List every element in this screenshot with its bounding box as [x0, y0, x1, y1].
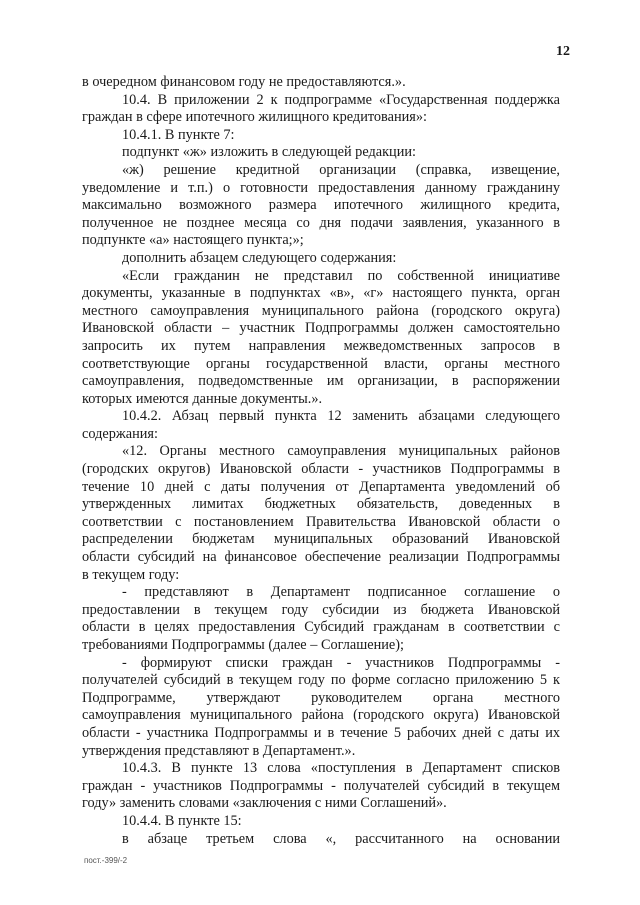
page-number: 12: [556, 44, 570, 59]
text-line: - формируют списки граждан - участников Подпрограммы -: [122, 654, 560, 671]
text-line: требованиями Подпрограммы (далее – Соглашение);: [82, 637, 404, 653]
text-line: 10.4.4. В пункте 15:: [122, 812, 242, 829]
text-line: 10.4.2. Абзац первый пункта 12 заменить абзацами следующего: [122, 408, 560, 425]
text-line: максимально возможного размера ипотечного жилищного кредита,: [82, 197, 560, 214]
text-line: течение 10 дней с даты получения от Департамента уведомлений об: [82, 478, 560, 495]
text-line: области - участника Подпрограммы и в течение 5 рабочих дней с даты их: [82, 724, 560, 741]
text-line: «Если гражданин не представил по собственной инициативе: [122, 267, 560, 284]
text-line: самоуправления, подведомственные им организации, в распоряжении: [82, 373, 560, 390]
text-line: Ивановской области – участник Подпрограммы должен самостоятельно: [82, 320, 560, 337]
text-line: в текущем году:: [82, 566, 180, 583]
text-line: Подпрограмме, утверждают руководителем органа местного: [82, 689, 560, 706]
text-line: запросить их путем направления межведомственных запросов в: [82, 337, 560, 354]
text-line: утверждения представляют в Департамент.».: [82, 742, 356, 759]
text-line: граждан - участников Подпрограммы - получателей субсидий в текущем: [82, 777, 560, 794]
text-line: предоставлении в текущем году субсидии из бюджета Ивановской: [82, 601, 560, 618]
text-line: местного самоуправления муниципального района (городского округа): [82, 302, 560, 319]
text-line: 10.4. В приложении 2 к подпрограмме «Государственная поддержка: [122, 91, 560, 108]
text-line: области в целях предоставления Субсидий гражданам в соответствии с: [82, 619, 560, 636]
text-line: в абзаце третьем слова «, рассчитанного на основании: [122, 830, 560, 847]
text-line: дополнить абзацем следующего содержания:: [122, 249, 397, 266]
text-line: 10.4.1. В пункте 7:: [122, 126, 235, 143]
text-line: документы, указанные в подпунктах «в», «г» настоящего пункта, орган: [82, 285, 560, 302]
text-line: утвержденных лимитах бюджетных обязательств, доведенных в: [82, 496, 560, 513]
text-line: (городских округов) Ивановской области - участников Подпрограммы в: [82, 461, 560, 478]
text-line: соответствии с постановлением Правительства Ивановской области о: [82, 513, 560, 530]
text-line: подпункте «а» настоящего пункта;»;: [82, 232, 304, 249]
text-line: самоуправления муниципального района (городского округа) Ивановской: [82, 707, 560, 724]
text-line: в очередном финансовом году не предоставляются.».: [82, 74, 406, 90]
text-line: уведомление и т.п.) о готовности предоставления данному гражданину: [82, 179, 560, 196]
text-line: соответствующие органы государственной власти, органы местного: [82, 355, 560, 372]
text-line: году» заменить словами «заключения с ними Соглашений».: [82, 795, 447, 812]
text-line: подпункт «ж» изложить в следующей редакции:: [122, 144, 416, 161]
text-line: «12. Органы местного самоуправления муниципальных районов: [122, 443, 560, 460]
text-line: распределении бюджетам муниципальных образований Ивановской: [82, 531, 560, 548]
text-line: полученное не позднее месяца со дня подачи заявления, указанного в: [82, 214, 560, 231]
document-body: [82, 74, 560, 848]
text-line: 10.4.3. В пункте 13 слова «поступления в Департамент списков: [122, 760, 560, 777]
footer-code: пост.-399/-2: [84, 856, 128, 865]
text-line: - представляют в Департамент подписанное соглашение о: [122, 584, 560, 601]
text-line: «ж) решение кредитной организации (справка, извещение,: [122, 161, 560, 178]
text-line: которых имеются данные документы.».: [82, 390, 323, 407]
text-line: получателей субсидий в текущем году по форме согласно приложению 5 к: [82, 672, 560, 689]
text-line: содержания:: [82, 425, 158, 442]
text-line: области субсидий на финансовое обеспечение реализации Подпрограммы: [82, 549, 560, 566]
text-line: граждан в сфере ипотечного жилищного кредитования»:: [82, 109, 427, 126]
